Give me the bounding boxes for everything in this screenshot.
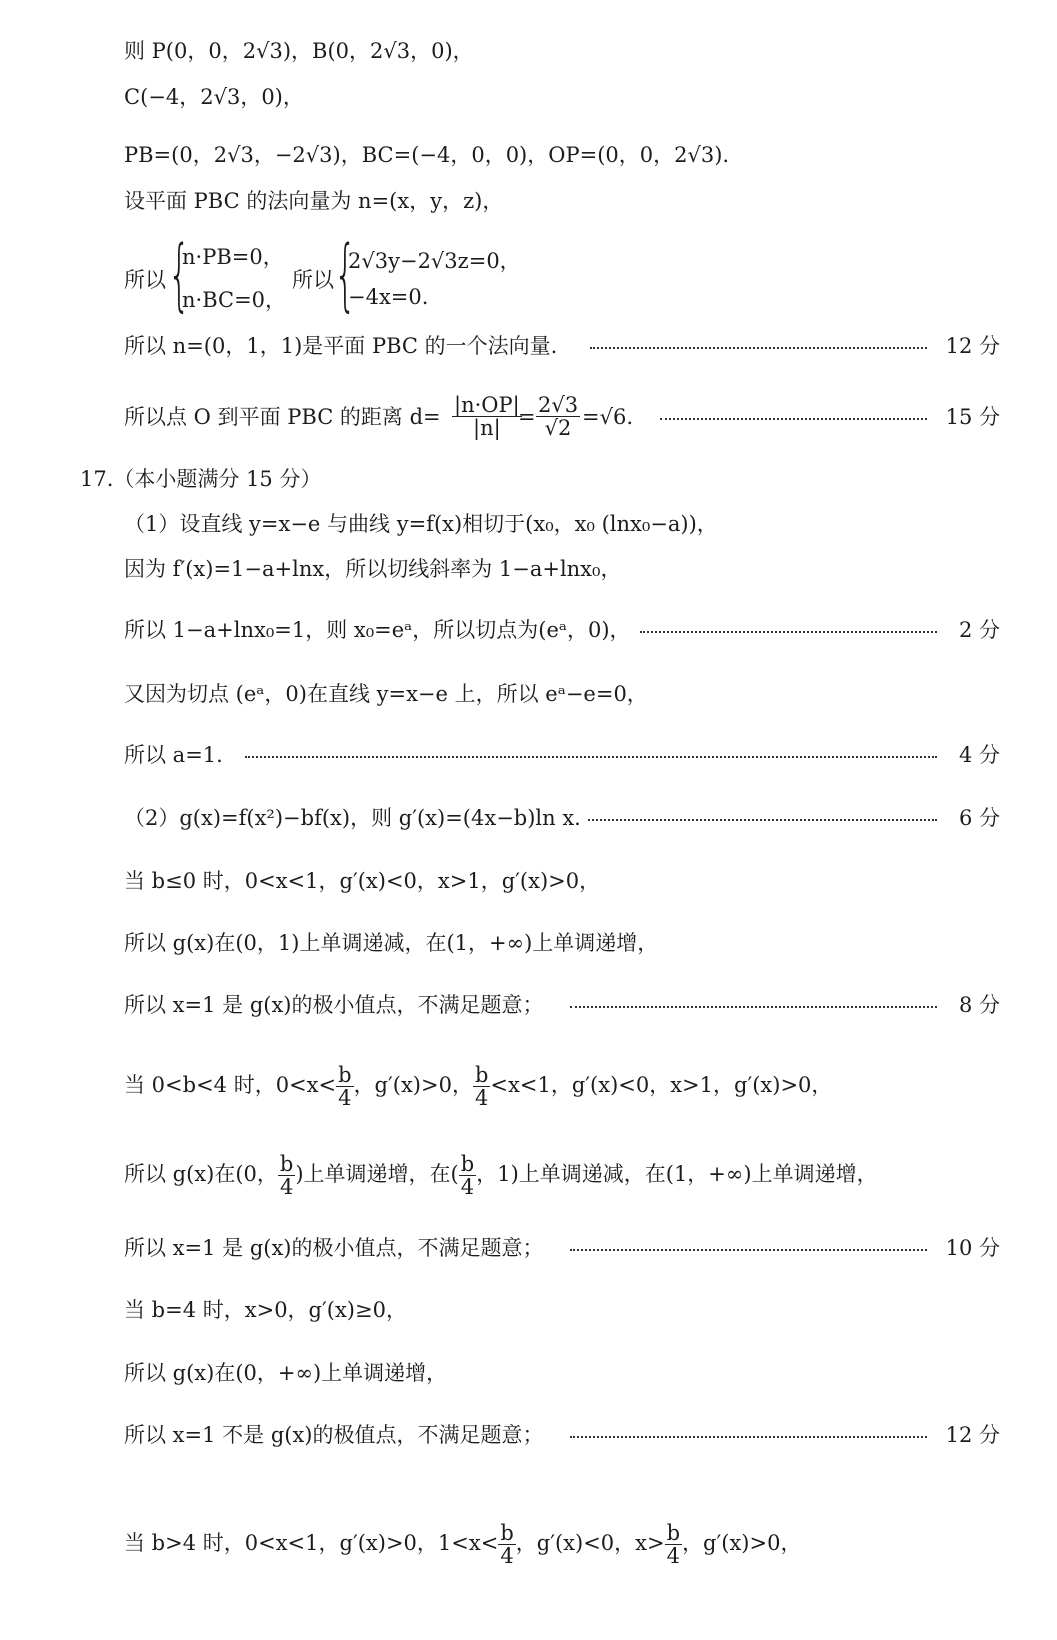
brace-mark: { [168,230,191,320]
scored-line [0,990,1057,1020]
score-label: 4 分 [953,740,1000,770]
scored-line [0,1233,1057,1263]
question-heading: 17.（本小题满分 15 分） [80,467,322,491]
scored-line [0,803,1057,833]
text-line: 当 b=4 时，x>0，g′(x)≥0， [124,1298,407,1322]
fraction: $\frac{|n\cdot OP|}{|n|}$ [454,393,520,440]
score-label: 2 分 [953,615,1000,645]
equation: n·BC=0， [182,288,287,312]
text-line: 所以 [292,268,334,292]
text-line: 所以 n=(0，1，1)是平面 PBC 的一个法向量. [124,331,563,361]
fraction: $\frac{b}{4}$ [338,1063,352,1110]
text-line: 设平面 PBC 的法向量为 n=(x，y，z)， [124,189,504,213]
score-label: 8 分 [953,990,1000,1020]
text-line: =√6. [582,405,634,429]
text-line: （1）设直线 y=x−e 与曲线 y=f(x)相切于(x₀，x₀ (lnx₀−a))， [124,512,718,536]
text-line: 所以 [124,268,166,292]
fraction: $\frac{b}{4}$ [500,1521,514,1568]
text-line: 所以 a=1. [124,740,229,770]
text-line: 所以 g(x)在(0，1)上单调递减，在(1，+∞)上单调递增， [124,931,659,955]
text-line: 所以 g(x)在(0，+∞)上单调递增， [124,1361,448,1385]
text-line: 所以 x=1 是 g(x)的极小值点，不满足题意； [124,1233,550,1263]
score-label: 10 分 [940,1233,1000,1263]
text-line: 当 b≤0 时，0<x<1，g′(x)<0，x>1，g′(x)>0， [124,869,601,893]
fraction: $\frac{b}{4}$ [474,1063,489,1110]
text-line: 又因为切点 (eᵃ，0)在直线 y=x−e 上，所以 eᵃ−e=0， [124,682,648,706]
fraction: $\frac{b}{4}$ [460,1152,475,1199]
text-line: 所以点 O 到平面 PBC 的距离 d= [124,402,447,432]
text-line: 所以 x=1 是 g(x)的极小值点，不满足题意； [124,990,550,1020]
scored-line [0,1420,1057,1450]
text-line: PB=(0，2√3，−2√3)，BC=(−4，0，0)，OP=(0，0，2√3). [124,143,730,167]
equals-sign: = [518,405,536,429]
watermark-mark [770,224,830,293]
text-line: 当 b>4 时，0<x<1，g′(x)>0，1<x< $\frac{b}{4}$ ，g′(x)<0，x> $\frac{b}{4}$ ，g′(x)>0， [124,1521,802,1568]
scored-line [0,740,1057,770]
equation: 2√3y−2√3z=0， [348,249,521,273]
text-line: 当 0<b<4 时，0<x< $\frac{b}{4}$ ，g′(x)>0， $\frac{b}{4}$ <x<1，g′(x)<0，x>1，g′(x)>0， [124,1063,833,1110]
score-label: 15 分 [940,402,1000,432]
text-line: （2）g(x)=f(x²)−bf(x)，则 g′(x)=(4x−b)ln x. [124,803,587,833]
fraction: $\frac{2√3}{√2}$ [538,393,579,440]
text-line: 所以 1−a+lnx₀=1，则 x₀=eᵃ，所以切点为(eᵃ，0)， [124,615,637,645]
text-line: 所以 g(x)在(0， $\frac{b}{4}$ )上单调递增，在( $\frac{b}{4}$ ，1)上单调递减，在(1，+∞)上单调递增， [124,1152,878,1199]
text-line: 则 P(0，0，2√3)，B(0，2√3，0)， [124,39,474,63]
text-line: C(−4，2√3，0)， [124,85,304,109]
fraction: $\frac{b}{4}$ [666,1521,681,1568]
score-label: 6 分 [953,803,1000,833]
brace-mark: { [334,230,357,320]
equation: −4x=0. [348,285,429,309]
score-label: 12 分 [940,1420,1000,1450]
text-line: 因为 f′(x)=1−a+lnx，所以切线斜率为 1−a+lnx₀， [124,557,622,581]
text-line: 所以 x=1 不是 g(x)的极值点，不满足题意； [124,1420,550,1450]
score-label: 12 分 [940,331,1000,361]
fraction: $\frac{b}{4}$ [279,1152,294,1199]
scored-line [0,615,1057,645]
scored-line [0,331,1057,361]
equation: n·PB=0， [182,245,284,269]
